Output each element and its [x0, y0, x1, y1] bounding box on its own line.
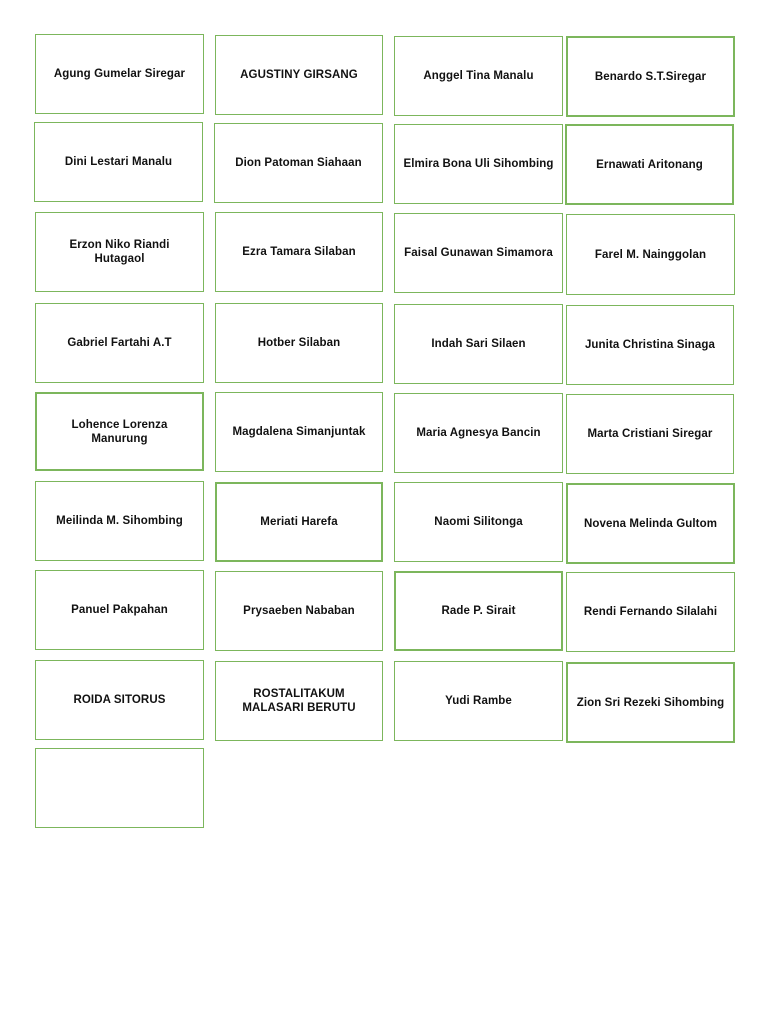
name-card-label: ROSTALITAKUM MALASARI BERUTU: [242, 688, 356, 714]
name-card: [566, 214, 735, 295]
name-card: [394, 36, 563, 116]
name-card-label: Magdalena Simanjuntak: [232, 426, 366, 438]
empty-name-card: [35, 748, 204, 828]
name-card: [565, 124, 734, 205]
name-card: [394, 213, 563, 293]
name-card-label: Anggel Tina Manalu: [423, 70, 534, 82]
name-card: [35, 660, 204, 740]
name-card-label: Meilinda M. Sihombing: [56, 515, 183, 527]
name-card-label: Yudi Rambe: [445, 695, 512, 707]
name-card-label: Hotber Silaban: [257, 337, 341, 349]
name-card-label: Ezra Tamara Silaban: [242, 246, 356, 258]
name-card-label: Farel M. Nainggolan: [594, 248, 707, 261]
name-card: [394, 393, 563, 473]
name-card: [394, 124, 563, 204]
name-card: [215, 661, 383, 741]
name-card: [34, 122, 203, 202]
name-card: [566, 572, 735, 652]
name-card-label: Novena Melinda Gultom: [583, 517, 718, 530]
name-card: [215, 392, 383, 472]
name-card-label: Ernawati Aritonang: [596, 158, 703, 171]
name-card-label: Panuel Pakpahan: [71, 604, 168, 616]
name-card-label: Dion Patoman Siahaan: [235, 157, 362, 169]
name-card: [214, 123, 383, 203]
name-card: [394, 482, 563, 562]
name-card: [35, 303, 204, 383]
name-card-label: Lohence Lorenza Manurung: [71, 418, 168, 445]
name-card-label: Rendi Fernando Silalahi: [583, 606, 718, 618]
name-card: [35, 570, 204, 650]
name-card-label: Maria Agnesya Bancin: [416, 427, 541, 439]
name-card: [566, 483, 735, 564]
name-card: [35, 481, 204, 561]
name-card-label: Meriati Harefa: [260, 516, 338, 528]
name-card-label: Junita Christina Sinaga: [584, 339, 716, 351]
name-card-label: Dini Lestari Manalu: [64, 156, 173, 168]
name-card: [566, 36, 735, 117]
name-card: [35, 34, 204, 114]
name-card: [215, 571, 383, 651]
name-card-label: Gabriel Fartahi A.T: [67, 337, 172, 349]
name-card-label: Zion Sri Rezeki Sihombing: [576, 696, 725, 709]
name-card: [566, 305, 734, 385]
name-card: [35, 392, 204, 471]
name-card-label: Agung Gumelar Siregar: [53, 68, 186, 80]
name-card-label: Rade P. Sirait: [441, 605, 516, 617]
name-card: [35, 212, 204, 292]
name-card: [215, 303, 383, 383]
name-card: [215, 482, 383, 562]
name-card: [394, 304, 563, 384]
name-card-label: ROIDA SITORUS: [73, 694, 166, 706]
name-card-label: Prysaeben Nababan: [243, 605, 355, 617]
name-card: [394, 571, 563, 651]
name-card-label: Naomi Silitonga: [434, 516, 523, 528]
name-card-label: Erzon Niko Riandi Hutagaol: [69, 239, 170, 265]
name-card-label: Elmira Bona Uli Sihombing: [403, 158, 554, 170]
name-card-label: Benardo S.T.Siregar: [594, 70, 707, 83]
name-card-label: AGUSTINY GIRSANG: [240, 69, 358, 81]
name-card: [215, 35, 383, 115]
name-card-label: Marta Cristiani Siregar: [587, 428, 713, 440]
name-card: [394, 661, 563, 741]
name-card-label: Faisal Gunawan Simamora: [404, 247, 553, 259]
name-card: [566, 662, 735, 743]
name-card: [215, 212, 383, 292]
name-card: [566, 394, 734, 474]
name-card-label: Indah Sari Silaen: [431, 338, 526, 350]
